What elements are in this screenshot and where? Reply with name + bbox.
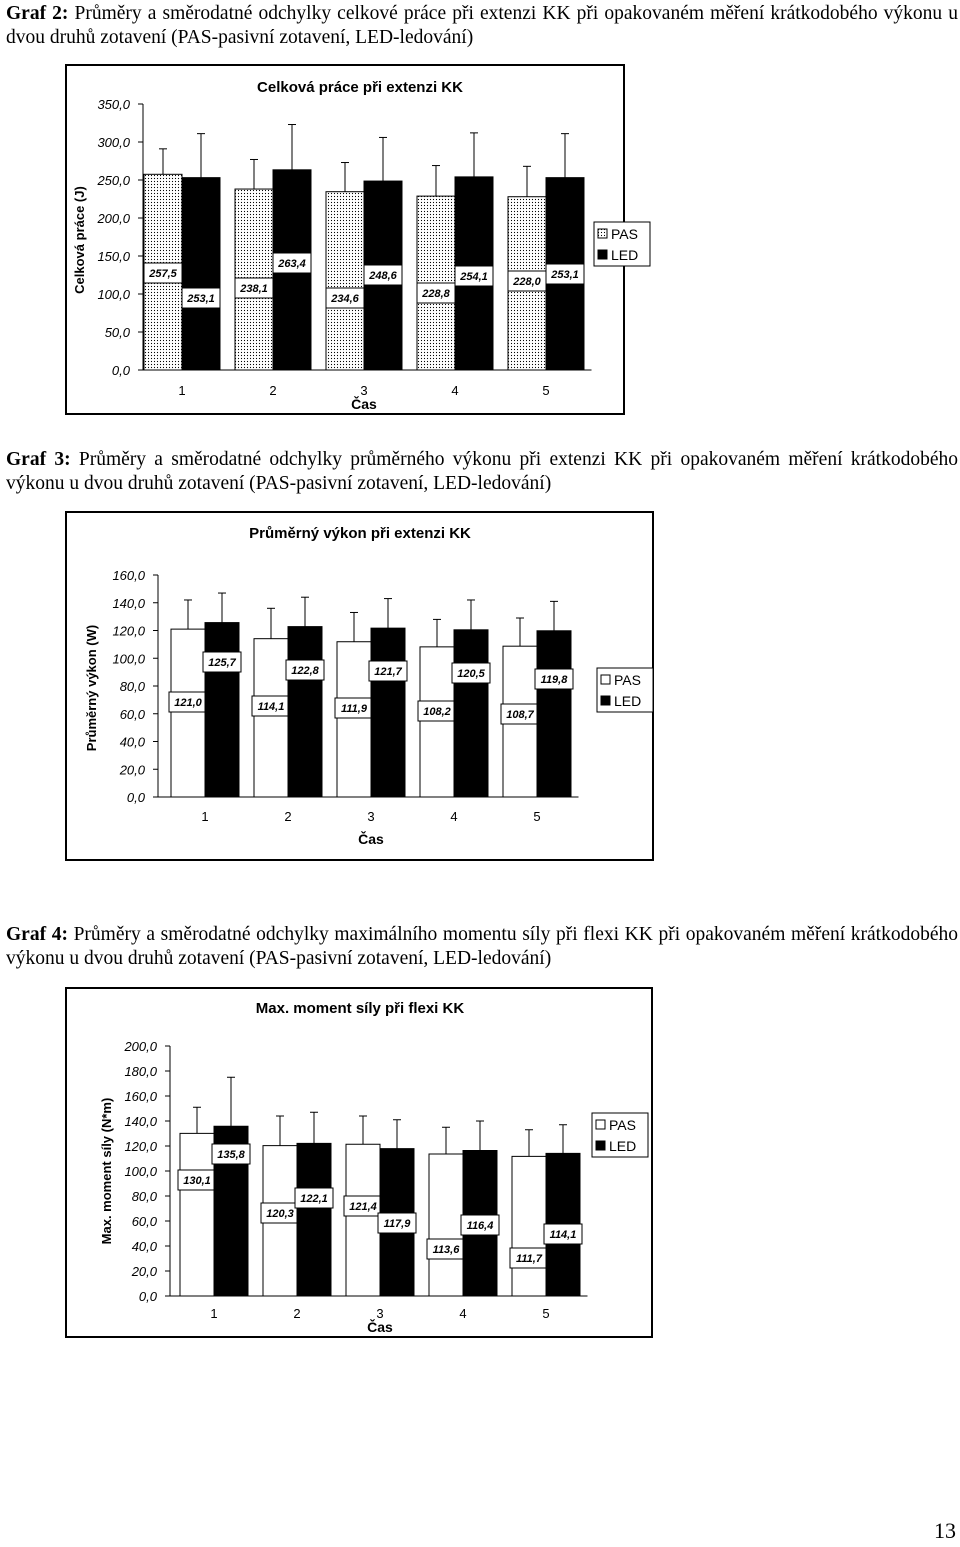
- data-label: 253,1: [187, 293, 215, 305]
- x-tick-label: 4: [450, 809, 458, 824]
- data-label: 122,8: [291, 665, 319, 677]
- y-tick-label: 150,0: [97, 249, 130, 264]
- data-label: 234,6: [331, 293, 359, 305]
- y-tick-label: 40,0: [119, 734, 145, 750]
- y-tick-label: 0,0: [138, 1289, 157, 1304]
- bar-led: [297, 1143, 331, 1296]
- y-tick-label: 200,0: [124, 1039, 157, 1054]
- y-tick-label: 60,0: [131, 1214, 157, 1229]
- chart-celkova-prace: [66, 65, 650, 414]
- x-tick-label: 5: [533, 809, 541, 824]
- bar-pas: [180, 1133, 214, 1296]
- y-tick-label: 20,0: [131, 1264, 157, 1279]
- bar-led: [454, 630, 488, 797]
- data-label: 248,6: [369, 270, 397, 282]
- bar-pas: [254, 639, 288, 797]
- y-tick-label: 120,0: [124, 1139, 157, 1154]
- data-label: 108,7: [506, 709, 534, 721]
- data-label: 254,1: [460, 271, 488, 283]
- x-tick-label: 5: [542, 1306, 550, 1321]
- data-label: 228,8: [422, 288, 450, 300]
- y-tick-label: 350,0: [97, 97, 130, 112]
- y-tick-label: 60,0: [119, 706, 145, 722]
- chart-title: Max. moment síly při flexi KK: [255, 1000, 465, 1017]
- y-tick-label: 20,0: [119, 762, 145, 778]
- bar-pas: [420, 647, 454, 797]
- y-tick-label: 300,0: [97, 135, 130, 150]
- bar-pas: [326, 192, 364, 370]
- y-tick-label: 80,0: [131, 1189, 157, 1204]
- data-label: 121,4: [349, 1201, 377, 1213]
- data-label: 119,8: [540, 674, 568, 686]
- data-label: 111,9: [341, 703, 367, 715]
- y-tick-label: 100,0: [124, 1164, 157, 1179]
- y-tick-label: 0,0: [126, 790, 145, 805]
- data-label: 238,1: [240, 283, 268, 295]
- legend-swatch-led: [598, 250, 607, 259]
- legend-label: LED: [609, 1138, 637, 1154]
- legend-label: LED: [614, 693, 642, 709]
- x-axis-label: Čas: [351, 396, 377, 412]
- y-tick-label: 160,0: [124, 1089, 157, 1104]
- data-label: 253,1: [551, 269, 579, 281]
- x-tick-label: 1: [178, 383, 186, 398]
- bar-led: [371, 628, 405, 797]
- y-axis-label: Průměrný výkon (W): [84, 624, 99, 752]
- x-tick-label: 5: [542, 383, 550, 398]
- bar-led: [288, 627, 322, 797]
- x-tick-label: 2: [293, 1306, 301, 1321]
- y-tick-label: 50,0: [104, 325, 130, 340]
- x-tick-label: 1: [201, 809, 209, 824]
- data-label: 121,7: [374, 666, 402, 678]
- chart-prumerny-vykon: [66, 512, 653, 860]
- data-label: 135,8: [217, 1149, 245, 1161]
- y-tick-label: 140,0: [124, 1114, 157, 1129]
- legend-swatch-led: [596, 1141, 605, 1150]
- y-tick-label: 100,0: [112, 651, 145, 667]
- data-label: 114,1: [257, 701, 285, 713]
- data-label: 122,1: [300, 1193, 328, 1205]
- chart-title: Průměrný výkon při extenzi KK: [249, 525, 471, 542]
- x-tick-label: 1: [210, 1306, 218, 1321]
- y-tick-label: 0,0: [111, 363, 130, 378]
- x-tick-label: 3: [376, 1306, 384, 1321]
- bar-pas: [346, 1144, 380, 1296]
- data-label: 263,4: [278, 258, 306, 270]
- data-label: 121,0: [174, 697, 202, 709]
- data-label: 117,9: [383, 1218, 411, 1230]
- y-tick-label: 250,0: [97, 173, 130, 188]
- data-label: 130,1: [183, 1175, 211, 1187]
- x-axis-label: Čas: [367, 1319, 393, 1335]
- caption-text: Průměry a směrodatné odchylky průměrného výkonu při extenzi KK při opakovaném měření krátkodobého výkonu u dvou druhů zotavení (PAS-pasivní zotavení, LED-ledování): [6, 449, 958, 494]
- chart-title: Celková práce při extenzi KK: [257, 79, 463, 96]
- data-label: 116,4: [466, 1220, 494, 1232]
- page-number: 13: [934, 1518, 956, 1543]
- y-tick-label: 120,0: [112, 623, 145, 639]
- caption-lead: Graf 2:: [6, 3, 69, 24]
- caption-text: Průměry a směrodatné odchylky maximálního momentu síly při flexi KK při opakovaném měření krátkodobého výkonu u dvou druhů zotavení (PAS-pasivní zotavení, LED-ledování): [6, 924, 959, 969]
- bar-pas: [429, 1154, 463, 1296]
- y-tick-label: 140,0: [112, 595, 145, 611]
- legend-label: PAS: [611, 226, 638, 242]
- x-axis-label: Čas: [358, 831, 384, 847]
- y-tick-label: 40,0: [131, 1239, 157, 1254]
- caption-lead: Graf 4:: [6, 924, 68, 945]
- x-tick-label: 2: [269, 383, 277, 398]
- y-tick-label: 160,0: [112, 568, 145, 583]
- bar-led: [537, 631, 571, 797]
- caption-text: Průměry a směrodatné odchylky celkové práce při extenzi KK při opakovaném měření krátkodobého výkonu u dvou druhů zotavení (PAS-pasivní zotavení, LED-ledování): [6, 3, 959, 48]
- legend-swatch-pas: [596, 1120, 605, 1129]
- y-axis-label: Max. moment síly (N*m): [99, 1097, 114, 1245]
- x-tick-label: 4: [459, 1306, 467, 1321]
- data-label: 114,1: [549, 1229, 577, 1241]
- legend-swatch-pas: [598, 229, 607, 238]
- y-tick-label: 100,0: [97, 287, 130, 302]
- data-label: 228,0: [513, 276, 541, 288]
- data-label: 111,7: [516, 1253, 542, 1265]
- x-tick-label: 3: [360, 383, 368, 398]
- legend-label: LED: [611, 247, 639, 263]
- legend-swatch-led: [601, 696, 610, 705]
- legend-label: PAS: [609, 1117, 636, 1133]
- legend-label: PAS: [614, 672, 641, 688]
- y-tick-label: 200,0: [97, 211, 130, 226]
- data-label: 120,5: [457, 668, 485, 680]
- bar-pas: [512, 1156, 546, 1296]
- y-tick-label: 80,0: [119, 679, 145, 694]
- bar-pas: [337, 642, 371, 797]
- bar-led: [205, 623, 239, 797]
- bar-led: [182, 178, 220, 370]
- data-label: 113,6: [432, 1244, 460, 1256]
- y-tick-label: 180,0: [124, 1064, 157, 1079]
- x-tick-label: 2: [284, 809, 292, 824]
- data-label: 257,5: [149, 268, 177, 280]
- data-label: 125,7: [208, 657, 236, 669]
- x-tick-label: 4: [451, 383, 459, 398]
- bar-pas: [171, 629, 205, 797]
- legend-swatch-pas: [601, 675, 610, 684]
- chart-max-moment-sily: [66, 988, 652, 1337]
- caption-lead: Graf 3:: [6, 449, 71, 470]
- data-label: 120,3: [266, 1208, 294, 1220]
- x-tick-label: 3: [367, 809, 375, 824]
- y-axis-label: Celková práce (J): [72, 186, 87, 294]
- data-label: 108,2: [423, 706, 451, 718]
